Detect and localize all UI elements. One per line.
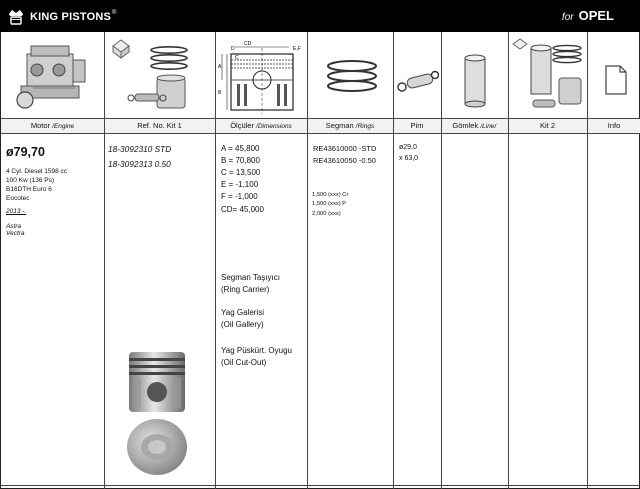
- dimension-c: C = 13,500: [221, 168, 261, 177]
- column-header-engine: Motor /Engine: [30, 121, 75, 130]
- column-divider: [104, 32, 105, 489]
- header-bar: [0, 0, 640, 32]
- pin-diameter: ø29,0: [399, 144, 417, 151]
- column-header-info: Info: [607, 121, 621, 130]
- vehicle-make: [562, 8, 614, 23]
- piston-side-photo: [125, 348, 189, 416]
- piston-pin-icon: [397, 70, 439, 96]
- engine-spec: 4 Cyl. Diesel 1598 cc: [6, 168, 68, 175]
- column-divider: [441, 32, 442, 489]
- bore-diameter: ø79,70: [6, 145, 45, 159]
- for-label: for: [561, 12, 574, 23]
- dimension-e: E = -1,100: [221, 180, 259, 189]
- ring-carrier-label-en: (Ring Carrier): [221, 285, 270, 294]
- column-divider: [215, 32, 216, 489]
- ring-reference: RE43610000 -STD: [313, 144, 377, 153]
- diagram-label-cd: CD: [244, 41, 252, 47]
- vehicle-model: Astra: [6, 223, 22, 230]
- dimension-cd: CD= 45,000: [221, 205, 264, 214]
- registered-mark: ®: [112, 10, 117, 16]
- column-header-kit1: Ref. No. Kit 1: [137, 121, 182, 130]
- crown-piston-logo-icon: [6, 7, 26, 27]
- ring-spec: 1,500 (xxx) Cr: [312, 192, 349, 198]
- oil-gallery-label-en: (Oil Gallery): [221, 320, 264, 329]
- engine-spec: 100 Kw (136 Ps): [6, 177, 55, 184]
- ring-spec: 1,500 (xxx) P: [312, 201, 347, 207]
- dimension-f: F = -1,000: [221, 192, 258, 201]
- column-header-dimensions: Ölçüler /Dimensions: [230, 121, 292, 130]
- engine-block-icon: [13, 40, 93, 114]
- ring-carrier-label: Segman Taşıyıcı: [221, 273, 280, 282]
- pin-length: x 63,0: [399, 155, 419, 162]
- diagram-label-b: B: [218, 90, 222, 96]
- column-divider: [508, 32, 509, 489]
- piston-crown-photo: [125, 416, 189, 478]
- oil-gallery-label: Yag Galerisi: [221, 308, 264, 317]
- column-header-liner: Gömlek /Liner: [452, 121, 497, 130]
- ring-spec: 2,000 (xxx): [312, 211, 341, 217]
- column-divider: [587, 32, 588, 489]
- oil-cut-out-label: Yag Püskürt. Oyugu: [221, 346, 292, 355]
- oil-cut-out-label-en: (Oil Cut-Out): [221, 358, 267, 367]
- table-bottom-rule: [1, 485, 640, 486]
- column-header-rings: Segman /Rings: [325, 121, 375, 130]
- reference-number: 18-3092310 STD: [108, 144, 172, 154]
- piston-kit-icon: [107, 38, 213, 116]
- column-header-pin: Pim: [410, 121, 424, 130]
- engine-spec: B16DTH Euro 6: [6, 186, 52, 193]
- catalog-table: [0, 32, 640, 489]
- vehicle-model: Vectra: [6, 230, 25, 237]
- engine-spec: Eocotec: [6, 195, 30, 202]
- diagram-label-ef: E,F: [293, 46, 301, 52]
- column-header-kit2: Kit 2: [539, 121, 555, 130]
- model-years: 2013 -.: [6, 208, 27, 215]
- reference-number: 18-3092313 0.50: [108, 159, 171, 169]
- document-icon: [603, 64, 629, 96]
- diagram-label-a: A: [218, 64, 222, 70]
- piston-rings-icon: [319, 48, 385, 108]
- make-label: OPEL: [578, 8, 614, 23]
- diagram-label-d: D: [231, 46, 235, 52]
- ring-reference: RE43610050 -0.50: [313, 156, 376, 165]
- brand-name: KING PISTONS: [30, 11, 112, 23]
- header-divider-bottom: [1, 133, 640, 134]
- cylinder-liner-icon: [461, 52, 489, 110]
- dimension-a: A = 45,800: [221, 144, 260, 153]
- piston-liner-kit-icon: [511, 38, 585, 116]
- piston-dimension-drawing-icon: [217, 38, 307, 118]
- column-divider: [307, 32, 308, 489]
- dimension-b: B = 70,800: [221, 156, 260, 165]
- brand: [6, 6, 116, 28]
- diagram-label-c: C: [235, 55, 239, 61]
- column-divider: [393, 32, 394, 489]
